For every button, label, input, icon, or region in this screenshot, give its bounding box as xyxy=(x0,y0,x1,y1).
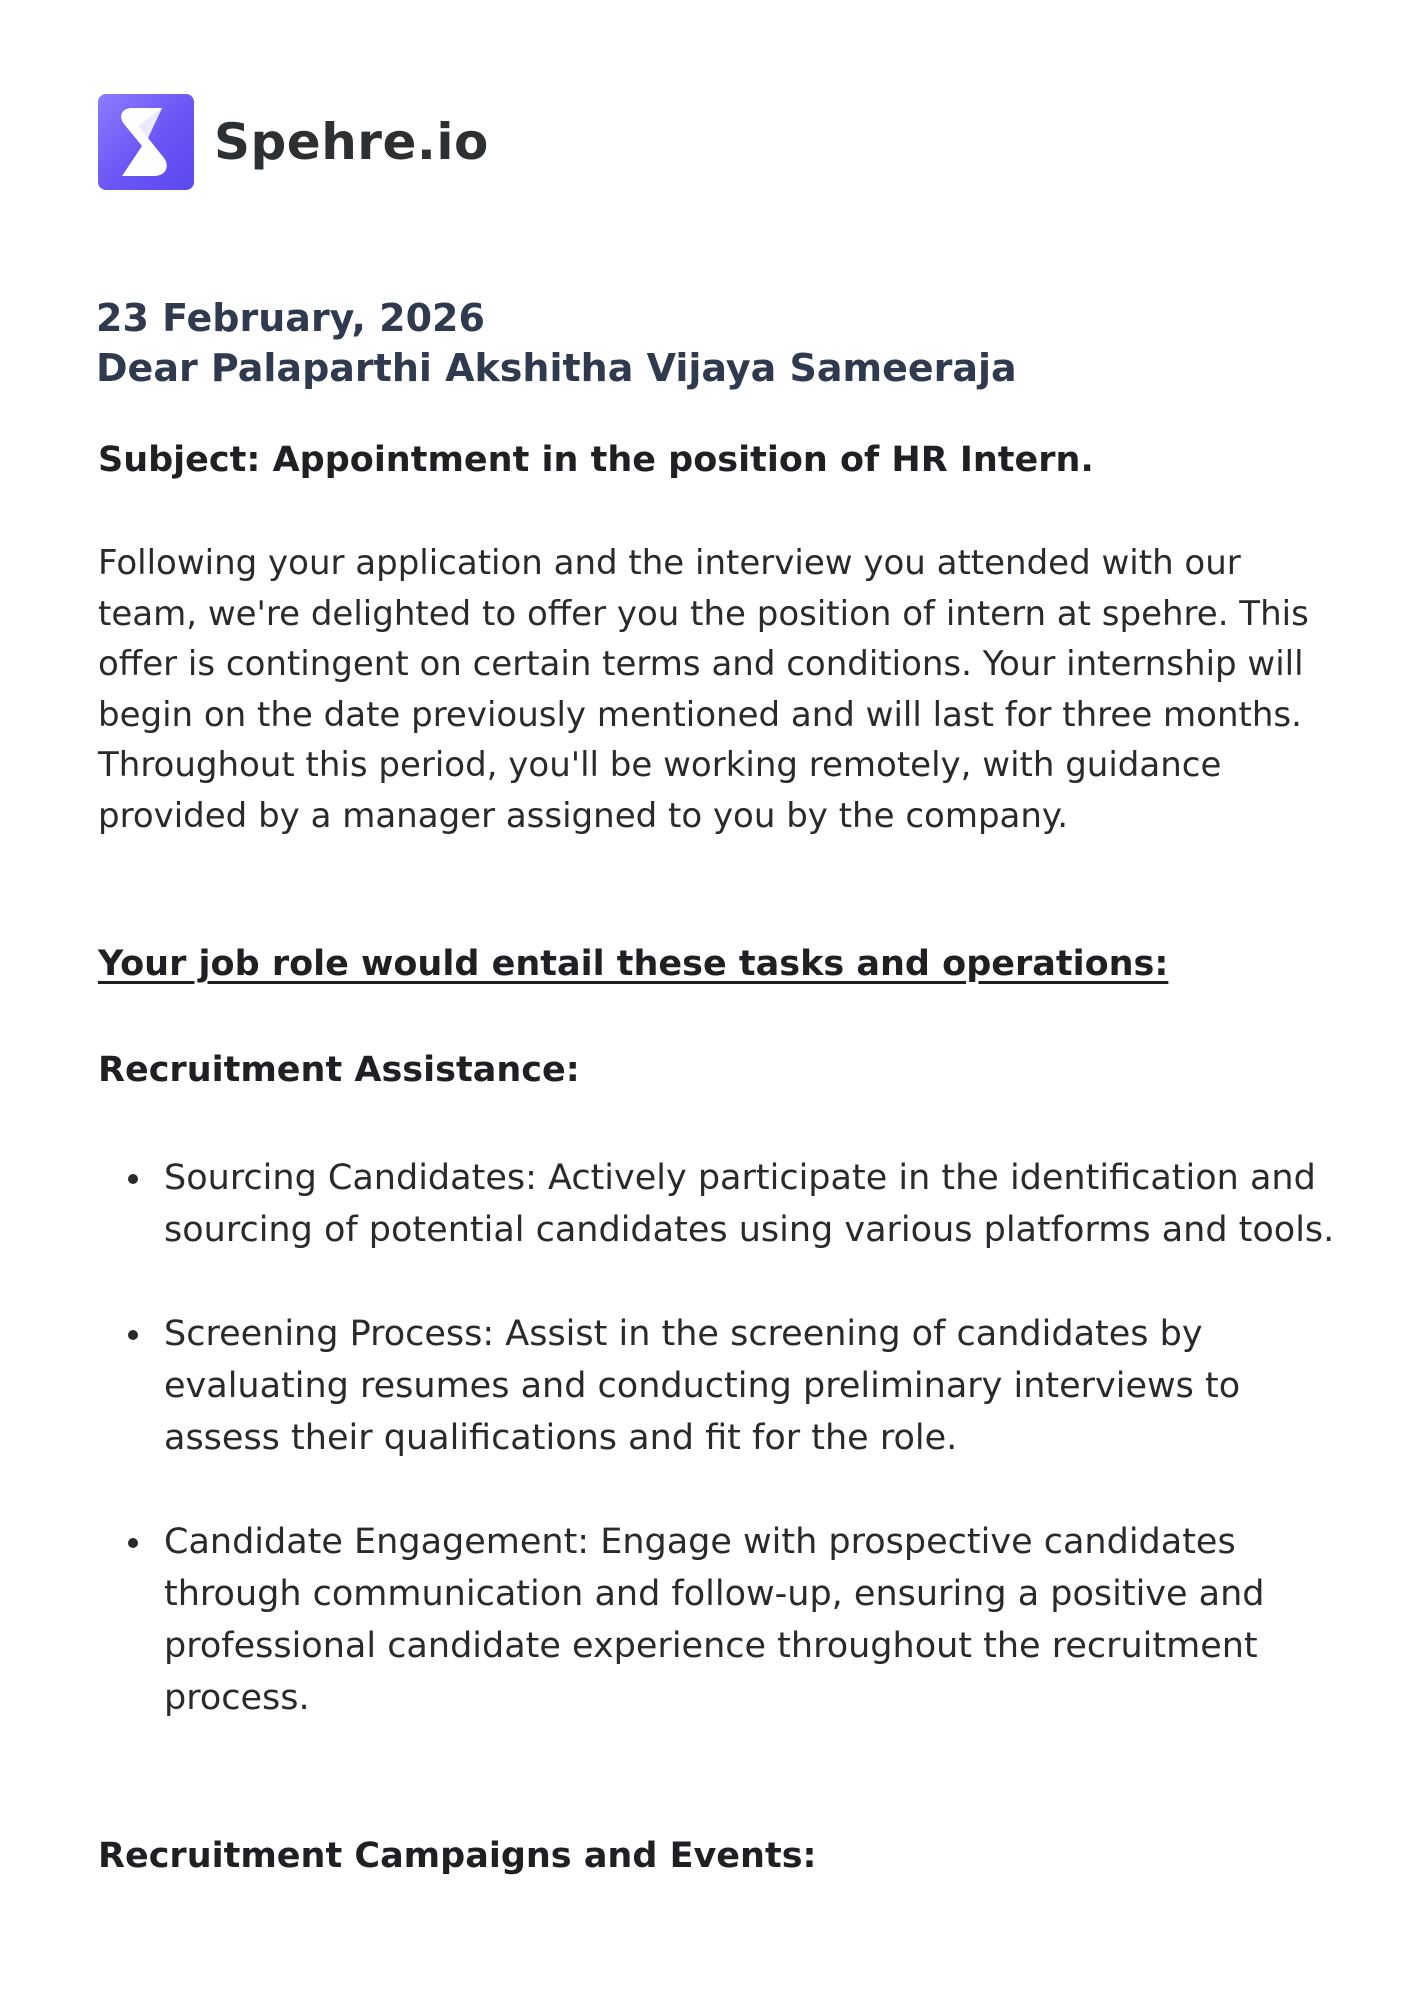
list-item: Sourcing Candidates: Actively participate in the identification and sourcing of potential candidates using various platforms and tools. xyxy=(98,1152,1338,1256)
list-item: Screening Process: Assist in the screening of candidates by evaluating resumes and conducting preliminary interviews to assess their qualifications and fit for the role. xyxy=(98,1308,1338,1464)
salutation: Dear Palaparthi Akshitha Vijaya Sameeraja xyxy=(96,346,1017,390)
section-heading-recruitment-assistance: Recruitment Assistance: xyxy=(98,1050,580,1090)
brand-name: Spehre.io xyxy=(214,113,489,171)
subject-line: Subject: Appointment in the position of HR Intern. xyxy=(98,440,1094,480)
s-logo-icon xyxy=(98,94,194,190)
section-heading-recruitment-campaigns: Recruitment Campaigns and Events: xyxy=(98,1836,817,1876)
letterhead xyxy=(98,94,489,190)
job-role-heading: Your job role would entail these tasks and operations: xyxy=(98,944,1169,984)
letter-date: 23 February, 2026 xyxy=(96,296,485,340)
recruitment-assistance-list xyxy=(98,1152,1338,1776)
intro-paragraph: Following your application and the interview you attended with our team, we're delighted to offer you the position of intern at spehre. This offer is contingent on certain terms and conditions. Your internship will begin on the date previously mentioned and will last for three months. Throughout this period, you'll be working remotely, with guidance provided by a manager assigned to you by the company. xyxy=(98,543,1309,836)
list-item: Candidate Engagement: Engage with prospective candidates through communication and follow-up, ensuring a positive and professional candidate experience throughout the recruitment process. xyxy=(98,1516,1338,1724)
